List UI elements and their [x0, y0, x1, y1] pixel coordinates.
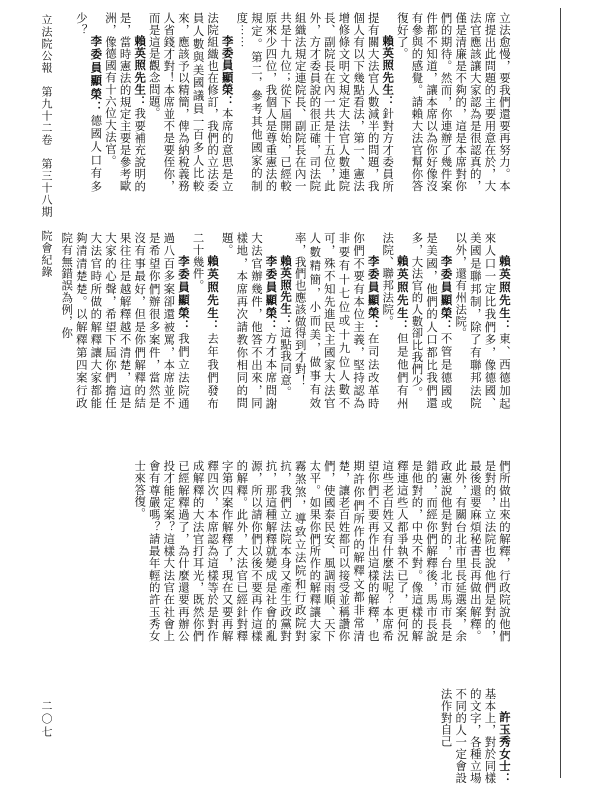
text-band-1 — [54, 12, 512, 192]
paragraph-text: 德國人口有多少？ — [74, 12, 104, 192]
paragraph-text: 但是他們有州法院、聯邦法院。 — [381, 232, 410, 409]
text-band-3 — [54, 460, 512, 642]
paragraph — [395, 12, 512, 192]
publication-footer: 立法院公報 第九十二卷 第三十八期 院會紀錄 — [40, 14, 53, 278]
speaker-name: 李委員顯榮： — [220, 34, 235, 108]
paragraph — [103, 12, 147, 192]
speaker-name: 賴英照先生： — [206, 254, 221, 333]
paragraph — [293, 232, 381, 409]
paragraph-text: 我要補充說明的是，當時憲法的規定主要是參考歐洲，像德國有十六位大法官。 — [103, 12, 148, 192]
paragraph — [191, 232, 220, 409]
speaker-name: 李委員顯榮： — [89, 34, 104, 115]
paragraph-text: 這點我同意。 — [279, 326, 294, 398]
paragraph-text: 方才本席問謝大法官辦幾件，他答不出來，同樣地，本席再次請教你相同的問題。 — [220, 232, 279, 409]
paragraph — [60, 232, 191, 409]
paragraph-text: 東、西德加起來人口一定比我們多，像德國、美國是聯邦制，除了有聯邦法院以外，還有州法院。 — [454, 232, 512, 409]
speaker-name: 許玉秀女士： — [498, 710, 512, 784]
paragraph — [439, 688, 512, 784]
paragraph — [454, 232, 512, 409]
page-rule — [560, 8, 561, 778]
paragraph — [235, 12, 396, 192]
paragraph-text: 基本上，對於同樣的文字，各種立場不同的人一定會設法作對自己 — [439, 688, 498, 784]
speaker-name: 賴英照先生： — [133, 34, 148, 108]
page-number: 二〇七 — [40, 700, 53, 739]
paragraph-text: 本席的意思是立法院組織也在修訂，我們的立法委員人數與美國議員一百多人比較來，應該予以精簡，俾為納稅義務人省錢才對！本席並不是要侄你，而是這是觀念問題。 — [147, 12, 235, 192]
speaker-name: 賴英照先生： — [498, 254, 512, 333]
paragraph-text: 我們立法院通過八百多案卻還被罵，本席並不是希望你們辦很多案件，當然是沒有事最好，但是你們解釋的結果往往是越解釋越不清楚，這是大家的心聲，希望下屆你們擔任大法官時所做的解釋讓大家都能夠清清楚楚。以解釋第四案行政院有無錯誤為例，你 — [60, 232, 191, 409]
paragraph — [381, 232, 410, 409]
paragraph-text: 在司法改革時你們不要有本位主義，堅持認為非要有十七位或十九位人數不可，殊不知先進民主國家大法官人數精簡，小而美，做事有效率，我們也應該做得到才對！ — [293, 232, 381, 409]
paragraph — [74, 12, 103, 192]
paragraph-text: 們所做出來的解釋，行政院說他們是對的，立法院也說他們是對的，最後還要麻煩秘書長再做出解釋。此外，有關台北市里長延選案，余政憲說他是對的，台北市馬市長是錯的，而經你們解釋後，馬市長說是他對的，中央不對。像這樣的解釋連這些人都爭執不已了，更何況這些老百姓又有什麼法呢？本席希望你們不要再作出這樣的解釋，也期許你們所作的解釋文都非常清楚，讓老百姓都可以接受並稱讚你們，使國泰民安、風調雨順、天下太平。如果你們所作的解釋讓大家霧煞煞，導致立法院和行政院對抗，我們立法院本身又產生政黨對抗，那這種解釋就變成是社會的亂源，所以請你們以後不要再作這樣的解釋。此外，大法官已經針對釋字第四案作解釋了，現在又要再解釋四次，本席認為這樣等於是對作成解釋的大法官打耳光，既然你們已經解釋過了，為什麼還要再辦公投才能定案？這樣大法官在社會上會有尊嚴嗎？請最年輕的許玉秀女士來答復。 — [133, 460, 512, 642]
text-band-4 — [54, 688, 512, 784]
speaker-name: 李委員顯榮： — [366, 254, 381, 333]
paragraph-text: 立法愈慢，要我們還要再努力。本席提出此問題的主要用意在於，大法官應該讓大家認為是很認真的，僅是清廉是不夠的，這是本席對你們的期待。然而，你連辦了幾件案件都不知道，讓本席以為你好像沒有參與的感覺。請賴大法官幫你答復好了。 — [395, 12, 512, 192]
speaker-name: 賴英照先生： — [381, 34, 396, 108]
paragraph — [410, 232, 454, 409]
text-band-2 — [54, 232, 512, 409]
paragraph — [133, 460, 512, 642]
speaker-name: 李委員顯榮： — [439, 254, 454, 333]
speaker-name: 賴英照先生： — [395, 254, 410, 333]
speaker-name: 賴英照先生： — [279, 254, 294, 327]
paragraph — [147, 12, 235, 192]
speaker-name: 李委員顯榮： — [264, 254, 279, 333]
speaker-name: 李委員顯榮： — [176, 254, 191, 333]
paragraph-text: 去年我們發布二十幾件。 — [191, 232, 221, 409]
paragraph — [279, 232, 294, 409]
paragraph-text: 針對方才委員所提有關大法官人數減半的問題，我個人有以下幾點看法，第一、憲法增修條文明文規定大法官人數連院長、副院長在內一共是十五位，此外，方才委員說的很正確，司法院組織法規定連院長、副院長在內一共是十九位；從下屆開始，已經較原來少四位，我個人是尊重憲法的規定。第二，參考其他國家的制度⋯⋯ — [235, 12, 396, 192]
paragraph-text: 不管是德國或是美國，他們的人口都比我們還多，大法官的人數卻比我們少。 — [410, 232, 454, 409]
paragraph — [220, 232, 278, 409]
